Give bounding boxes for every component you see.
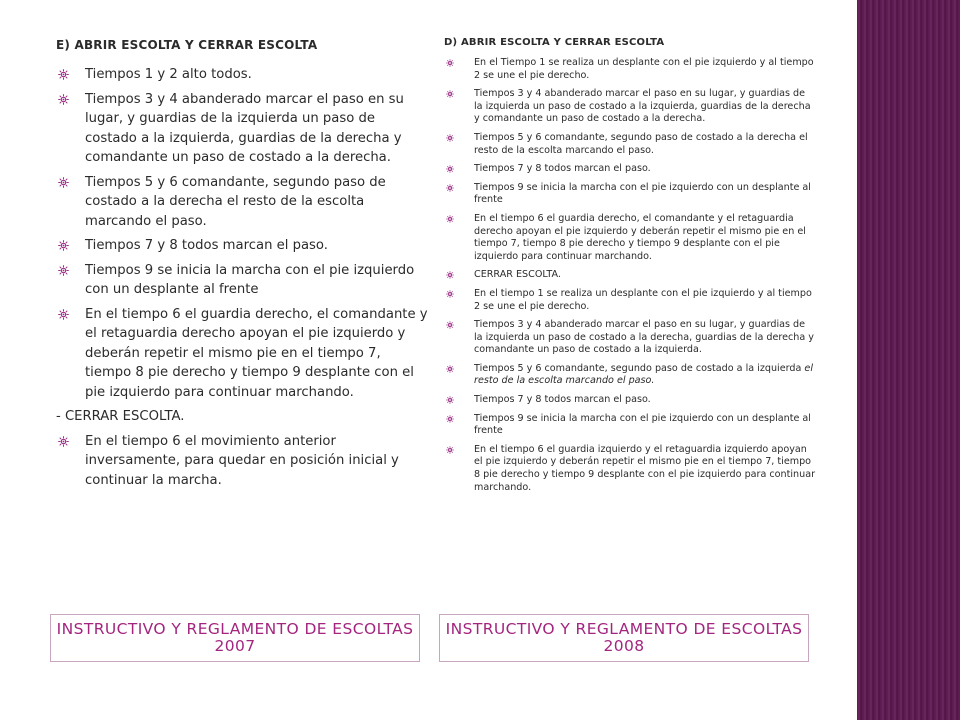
list-item: Tiempos 7 y 8 todos marcan el paso. [56, 236, 428, 256]
left-list [56, 65, 428, 402]
caption-2008: INSTRUCTIVO Y REGLAMENTO DE ESCOLTAS 2008 [439, 614, 809, 662]
sun-bullet-icon [446, 415, 454, 423]
sun-bullet-icon [446, 184, 454, 192]
caption-2007: INSTRUCTIVO Y REGLAMENTO DE ESCOLTAS 2007 [50, 614, 420, 662]
list-item: Tiempos 1 y 2 alto todos. [56, 65, 428, 85]
sun-bullet-icon [446, 321, 454, 329]
right-list [444, 57, 816, 494]
list-item: Tiempos 5 y 6 comandante, segundo paso de costado a la derecha el resto de la escolta marcando el paso. [56, 173, 428, 232]
list-item: CERRAR ESCOLTA. [444, 269, 816, 282]
list-item: Tiempos 9 se inicia la marcha con el pie izquierdo con un desplante al frente [444, 182, 816, 207]
sun-bullet-icon [446, 271, 454, 279]
list-item: En el tiempo 6 el movimiento anterior inversamente, para quedar en posición inicial y continuar la marcha. [56, 432, 428, 491]
sun-bullet-icon [446, 90, 454, 98]
list-item: En el tiempo 1 se realiza un desplante con el pie izquierdo y al tiempo 2 se une el pie derecho. [444, 288, 816, 313]
sun-bullet-icon [446, 365, 454, 373]
sun-bullet-icon [446, 165, 454, 173]
left-heading: E) ABRIR ESCOLTA Y CERRAR ESCOLTA [56, 38, 318, 52]
sun-bullet-icon [446, 290, 454, 298]
list-item: Tiempos 7 y 8 todos marcan el paso. [444, 163, 816, 176]
list-item: Tiempos 9 se inicia la marcha con el pie izquierdo con un desplante al frente [56, 261, 428, 300]
sun-bullet-icon [446, 215, 454, 223]
sun-bullet-icon [58, 240, 69, 251]
list-item: En el Tiempo 1 se realiza un desplante con el pie izquierdo y al tiempo 2 se une el pie derecho. [444, 57, 816, 82]
sun-bullet-icon [58, 94, 69, 105]
sun-bullet-icon [58, 436, 69, 447]
list-item: Tiempos 9 se inicia la marcha con el pie izquierdo con un desplante al frente [444, 413, 816, 438]
left-list-tail [56, 432, 428, 491]
sun-bullet-icon [58, 309, 69, 320]
sun-bullet-icon [58, 265, 69, 276]
list-item: Tiempos 7 y 8 todos marcan el paso. [444, 394, 816, 407]
sun-bullet-icon [58, 69, 69, 80]
list-item: En el tiempo 6 el guardia derecho, el comandante y el retaguardia derecho apoyan el pie izquierdo y deberán repetir el mismo pie en el tiempo 7, tiempo 8 pie derecho y tiempo 9 desplante con el pie izquierdo para continuar marchando. [444, 213, 816, 263]
list-item: Tiempos 5 y 6 comandante, segundo paso de costado a la izquierda el resto de la escolta marcando el paso. [444, 363, 816, 388]
list-item: En el tiempo 6 el guardia izquierdo y el retaguardia izquierdo apoyan el pie izquierdo y deberán repetir el mismo pie en el tiempo 7, tiempo 8 pie derecho y tiempo 9 desplante con el pie izquierdo para continuar marchando. [444, 444, 816, 494]
left-column [56, 38, 428, 495]
list-item: Tiempos 5 y 6 comandante, segundo paso de costado a la derecha el resto de la escolta marcando el paso. [444, 132, 816, 157]
list-item: En el tiempo 6 el guardia derecho, el comandante y el retaguardia derecho apoyan el pie izquierdo y deberán repetir el mismo pie en el tiempo 7, tiempo 8 pie derecho y tiempo 9 desplante con el pie izquierdo para continuar marchando. [56, 305, 428, 403]
sun-bullet-icon [446, 446, 454, 454]
sun-bullet-icon [446, 59, 454, 67]
sun-bullet-icon [446, 134, 454, 142]
list-item: Tiempos 3 y 4 abanderado marcar el paso en su lugar, y guardias de la izquierda un paso de costado a la derecha, guardias de la derecha y comandante un paso de costado a la izquierda. [444, 319, 816, 357]
cerrar-escolta-label: - CERRAR ESCOLTA. [56, 409, 185, 424]
list-item: Tiempos 3 y 4 abanderado marcar el paso en su lugar, y guardias de la izquierda un paso de costado a la izquierda, guardias de la derecha y comandante un paso de costado a la derecha. [444, 88, 816, 126]
right-heading: D) ABRIR ESCOLTA Y CERRAR ESCOLTA [444, 37, 665, 48]
sun-bullet-icon [58, 177, 69, 188]
list-item: Tiempos 3 y 4 abanderado marcar el paso en su lugar, y guardias de la izquierda un paso de costado a la izquierda, guardias de la derecha y comandante un paso de costado a la derecha. [56, 90, 428, 168]
decorative-side-stripe [857, 0, 960, 720]
sun-bullet-icon [446, 396, 454, 404]
right-column [444, 37, 816, 500]
